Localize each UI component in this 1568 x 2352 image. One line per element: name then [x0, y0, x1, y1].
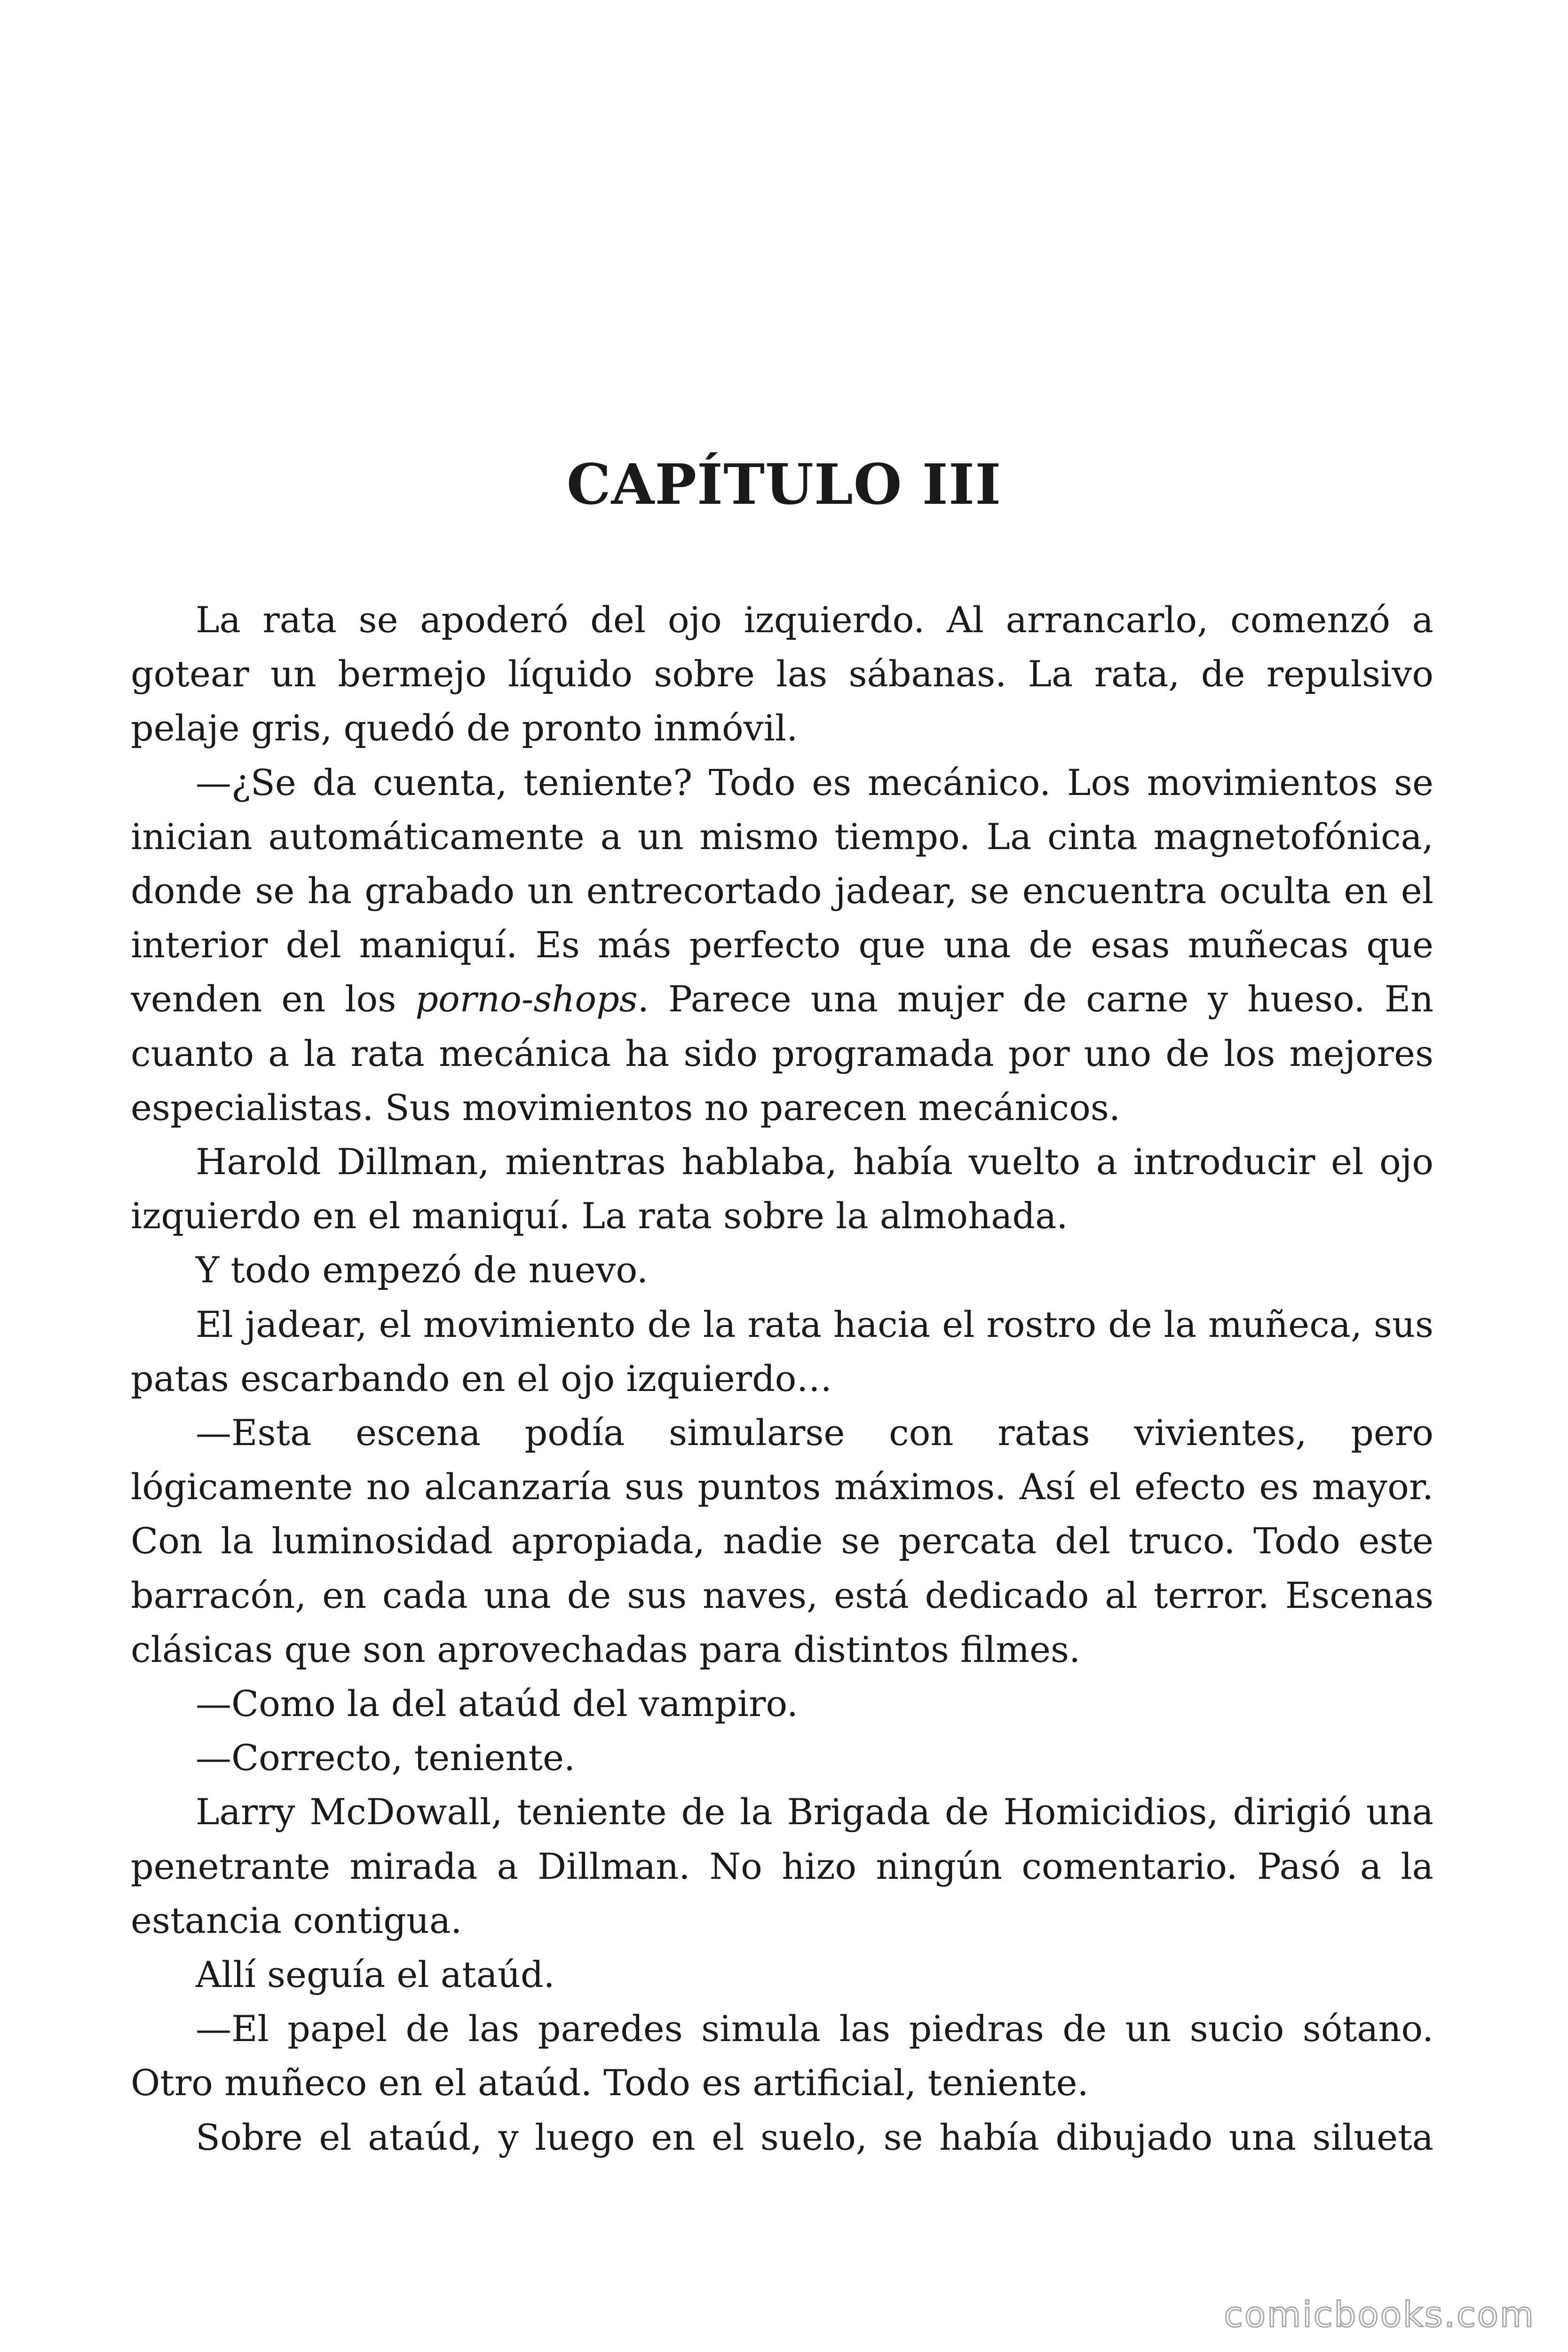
paragraph: Sobre el ataúd, y luego en el suelo, se había dibujado una silueta [196, 2116, 1433, 2158]
paragraph: —El papel de las paredes simula las piedras de un sucio sótano. Otro muñeco en el ataúd. Todo es artificial, teniente. [131, 2008, 1433, 2104]
chapter-title: CAPÍTULO III [566, 452, 1002, 517]
paragraph: Harold Dillman, mientras hablaba, había vuelto a introducir el ojo izquierdo en el maniquí. La rata sobre la almohada. [131, 1141, 1433, 1237]
paragraph: Larry McDowall, teniente de la Brigada de Homicidios, dirigió una penetrante mirada a Dillman. No hizo ningún comentario. Pasó a la estancia contigua. [131, 1791, 1433, 1941]
paragraph: Y todo empezó de nuevo. [196, 1249, 648, 1291]
paragraph: —Esta escena podía simularse con ratas vivientes, pero lógicamente no alcanzaría sus puntos máximos. Así el efecto es mayor. Con la luminosidad apropiada, nadie se percata del truco. Todo este barracón, en cada una de sus naves, está dedicado al terror. Escenas clásicas que son aprovechadas para distintos filmes. [131, 1412, 1433, 1670]
paragraph: —Como la del ataúd del vampiro. [196, 1683, 798, 1725]
watermark: comicbooks.com [1224, 2295, 1535, 2335]
chapter-body [131, 593, 1433, 2164]
paragraph: La rata se apoderó del ojo izquierdo. Al arrancarlo, comenzó a gotear un bermejo líquido sobre las sábanas. La rata, de repulsivo pelaje gris, quedó de pronto inmóvil. [131, 599, 1433, 749]
paragraph [131, 755, 1433, 1135]
italic-term: porno-shops [415, 978, 638, 1020]
paragraph: Allí seguía el ataúd. [196, 1954, 555, 1996]
paragraph-text: . Parece una mujer de carne y hueso. En cuanto a la rata mecánica ha sido programada por uno de los mejores especialistas. Sus movimientos no parecen mecánicos. [131, 978, 1433, 1128]
paragraph-text: —¿Se da cuenta, teniente? Todo es mecánico. Los movimientos se inician automáticamente a un mismo tiempo. La cinta magnetofónica, donde se ha grabado un entrecortado jadear, se encuentra oculta en el interior del maniquí. Es más perfecto que una de esas muñecas que venden en los [131, 761, 1433, 1020]
paragraph: —Correcto, teniente. [196, 1737, 576, 1779]
paragraph: El jadear, el movimiento de la rata hacia el rostro de la muñeca, sus patas escarbando en el ojo izquierdo… [131, 1303, 1433, 1399]
